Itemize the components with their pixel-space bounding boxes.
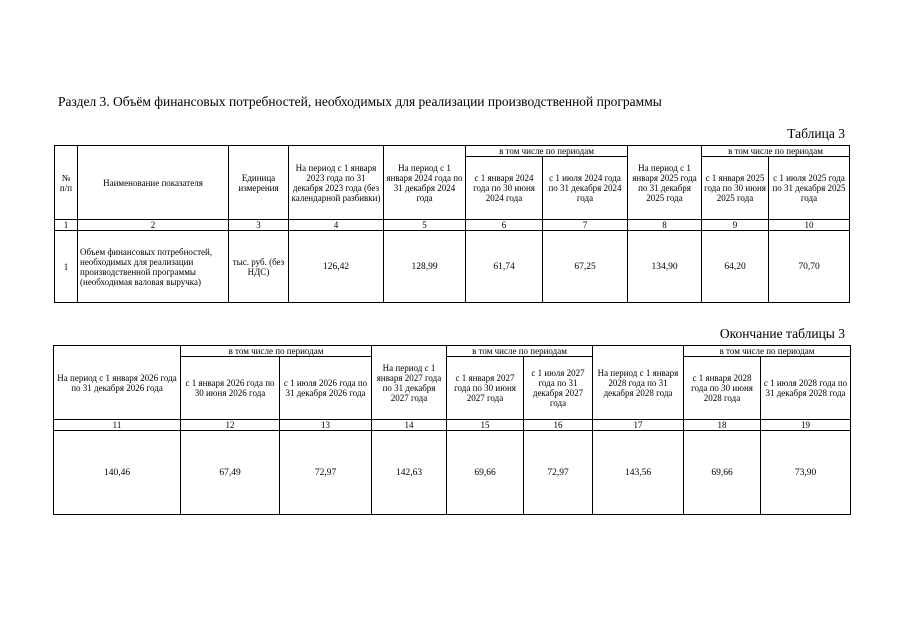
t1-index-cell: 1 bbox=[55, 220, 78, 231]
t1-header-col5: На период с 1 января 2024 года по 31 декабря 2024 года bbox=[384, 146, 466, 220]
t2-value-cell: 142,63 bbox=[372, 431, 447, 515]
t1-header-unit: Единица измерения bbox=[229, 146, 289, 220]
t1-header-col8: На период с 1 января 2025 года по 31 декабря 2025 года bbox=[628, 146, 702, 220]
t2-index-row bbox=[54, 420, 851, 431]
t1-row-num: 1 bbox=[55, 231, 78, 303]
table1-label: Таблица 3 bbox=[787, 126, 845, 141]
t2-value-cell: 67,49 bbox=[181, 431, 280, 515]
t2-header-col15: с 1 января 2027 года по 30 июня 2027 года bbox=[447, 357, 524, 420]
t2-index-cell: 19 bbox=[761, 420, 851, 431]
t1-index-cell: 8 bbox=[628, 220, 702, 231]
t1-index-cell: 5 bbox=[384, 220, 466, 231]
t2-index-cell: 16 bbox=[524, 420, 593, 431]
t2-index-cell: 12 bbox=[181, 420, 280, 431]
t1-value-cell: 61,74 bbox=[466, 231, 543, 303]
t1-value-cell: 64,20 bbox=[702, 231, 769, 303]
t1-index-cell: 2 bbox=[78, 220, 229, 231]
t2-header-col18: с 1 января 2028 года по 30 июня 2028 года bbox=[684, 357, 761, 420]
t2-index-cell: 15 bbox=[447, 420, 524, 431]
t2-data-row bbox=[54, 431, 851, 515]
t2-value-cell: 69,66 bbox=[447, 431, 524, 515]
t1-header-col7: с 1 июля 2024 года по 31 декабря 2024 года bbox=[543, 157, 628, 220]
t1-header-row-1 bbox=[55, 146, 850, 157]
t1-index-cell: 6 bbox=[466, 220, 543, 231]
t2-header-col16: с 1 июля 2027 года по 31 декабря 2027 года bbox=[524, 357, 593, 420]
t2-index-cell: 13 bbox=[280, 420, 372, 431]
t2-index-cell: 14 bbox=[372, 420, 447, 431]
t2-value-cell: 73,90 bbox=[761, 431, 851, 515]
t2-value-cell: 143,56 bbox=[593, 431, 684, 515]
table1 bbox=[54, 145, 850, 303]
t1-index-cell: 3 bbox=[229, 220, 289, 231]
t2-index-cell: 17 bbox=[593, 420, 684, 431]
t2-index-cell: 18 bbox=[684, 420, 761, 431]
t1-value-cell: 70,70 bbox=[769, 231, 850, 303]
t1-header-col9: с 1 января 2025 года по 30 июня 2025 года bbox=[702, 157, 769, 220]
t2-header-col11: На период с 1 января 2026 года по 31 декабря 2026 года bbox=[54, 346, 181, 420]
t1-header-col6: с 1 января 2024 года по 30 июня 2024 года bbox=[466, 157, 543, 220]
table2-label: Окончание таблицы 3 bbox=[719, 326, 845, 341]
t2-value-cell: 72,97 bbox=[280, 431, 372, 515]
section-title: Раздел 3. Объём финансовых потребностей, необходимых для реализации производственной программы bbox=[58, 94, 662, 109]
t1-index-cell: 9 bbox=[702, 220, 769, 231]
t2-value-cell: 69,66 bbox=[684, 431, 761, 515]
t1-row-name: Объем финансовых потребностей, необходимых для реализации производственной программы (необходимая валовая выручка) bbox=[78, 231, 229, 303]
t2-index-cell: 11 bbox=[54, 420, 181, 431]
t1-value-cell: 134,90 bbox=[628, 231, 702, 303]
t2-header-col13: с 1 июля 2026 года по 31 декабря 2026 года bbox=[280, 357, 372, 420]
t1-index-row bbox=[55, 220, 850, 231]
t2-value-cell: 72,97 bbox=[524, 431, 593, 515]
t2-header-group3: в том числе по периодам bbox=[684, 346, 851, 357]
t1-header-group1: в том числе по периодам bbox=[466, 146, 628, 157]
t2-header-col17: На период с 1 января 2028 года по 31 декабря 2028 года bbox=[593, 346, 684, 420]
t1-header-col10: с 1 июля 2025 года по 31 декабря 2025 года bbox=[769, 157, 850, 220]
t1-value-cell: 126,42 bbox=[289, 231, 384, 303]
t2-header-group2: в том числе по периодам bbox=[447, 346, 593, 357]
t1-value-cell: 128,99 bbox=[384, 231, 466, 303]
t1-index-cell: 4 bbox=[289, 220, 384, 231]
t2-value-cell: 140,46 bbox=[54, 431, 181, 515]
t1-data-row bbox=[55, 231, 850, 303]
t2-header-col14: На период с 1 января 2027 года по 31 декабря 2027 года bbox=[372, 346, 447, 420]
t1-header-col4: На период с 1 января 2023 года по 31 декабря 2023 года (без календарной разбивки) bbox=[289, 146, 384, 220]
table2 bbox=[53, 345, 851, 515]
t1-header-name: Наименование показателя bbox=[78, 146, 229, 220]
t2-header-group1: в том числе по периодам bbox=[181, 346, 372, 357]
t2-header-col12: с 1 января 2026 года по 30 июня 2026 года bbox=[181, 357, 280, 420]
t1-index-cell: 7 bbox=[543, 220, 628, 231]
t1-value-cell: 67,25 bbox=[543, 231, 628, 303]
t1-row-unit: тыс. руб. (без НДС) bbox=[229, 231, 289, 303]
t1-header-num: № п/п bbox=[55, 146, 78, 220]
t2-header-col19: с 1 июля 2028 года по 31 декабря 2028 года bbox=[761, 357, 851, 420]
t2-header-row-1 bbox=[54, 346, 851, 357]
t1-index-cell: 10 bbox=[769, 220, 850, 231]
t1-header-group2: в том числе по периодам bbox=[702, 146, 850, 157]
